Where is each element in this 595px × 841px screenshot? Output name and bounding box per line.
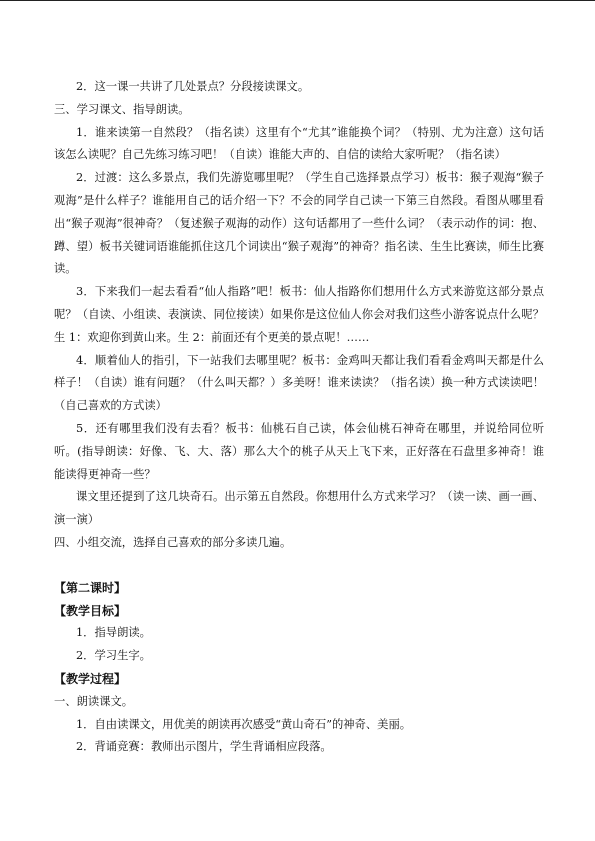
paragraph-1: 1．谁来读第一自然段？（指名读）这里有个“尤其”谁能换个词？（特别、尤为注意）这句话该怎么读呢？自己先练习练习吧！（自读）谁能大声的、自信的读给大家听呢？（指名读） <box>54 125 544 162</box>
lesson-plan-body <box>54 76 544 759</box>
teaching-process-heading: 【教学过程】 <box>54 671 127 686</box>
section-spacer <box>54 555 544 577</box>
process-section-1: 一、朗读课文。 <box>54 694 134 708</box>
paragraph-5: 5．还有哪里我们没有去看？板书：仙桃石自己读，体会仙桃石神奇在哪里，并说给同位听听。(指导朗读：好像、飞、大、落）那么大个的桃子从天上飞下来，正好落在石盘里多神奇！谁能读得更神奇一些？ <box>54 421 544 481</box>
paragraph-2: 2．过渡：这么多景点，我们先游览哪里呢？（学生自己选择景点学习）板书：猴子观海“猴子观海”是什么样子？谁能用自己的话介绍一下？不会的同学自己读一下第三自然段。看图从哪里看出“猴子观海”很神奇？（复述猴子观海的动作）这句话都用了一些什么词？（表示动作的词：抱、蹲、望）板书关键词语谁能抓住这几个词读出“猴子观海”的神奇？指名读、生生比赛读，师生比赛读。 <box>54 171 544 276</box>
teaching-goals-heading: 【教学目标】 <box>54 603 127 618</box>
goal-item-1: 1．指导朗读。 <box>76 626 151 640</box>
paragraph-6: 课文里还提到了这几块奇石。出示第五自然段。你想用什么方式来学习？（读一读、画一画、演一演） <box>54 490 544 527</box>
top-rule <box>0 0 595 1</box>
second-lesson-heading: 【第二课时】 <box>54 580 127 595</box>
section-4-heading: 四、小组交流，选择自己喜欢的部分多读几遍。 <box>54 535 292 549</box>
process-item-1: 1．自由读课文，用优美的朗读再次感受“黄山奇石”的神奇、美丽。 <box>76 717 412 731</box>
section-3-heading: 三、学习课文、指导朗读。 <box>54 102 190 116</box>
process-item-2: 2．背诵竞赛：教师出示图片，学生背诵相应段落。 <box>76 740 332 754</box>
paragraph-4: 4．顺着仙人的指引，下一站我们去哪里呢？板书：金鸡叫天都让我们看看金鸡叫天都是什么样子！（自读）谁有问题？（什么叫天都？）多美呀！谁来读读？（指名读）换一种方式读读吧！（自己喜欢的方式读） <box>54 353 544 413</box>
step-2-text: 2．这一课一共讲了几处景点？分段接读课文。 <box>76 80 310 93</box>
goal-item-2: 2．学习生字。 <box>76 649 151 663</box>
paragraph-3: 3．下来我们一起去看看“仙人指路”吧！板书：仙人指路你们想用什么方式来游览这部分景点呢？（自读、小组读、表演读、同位接读）如果你是这位仙人你会对我们这些小游客说点什么呢？生 1：欢迎你到黄山来。生 2：前面还有个更美的景点呢！…… <box>54 285 544 344</box>
